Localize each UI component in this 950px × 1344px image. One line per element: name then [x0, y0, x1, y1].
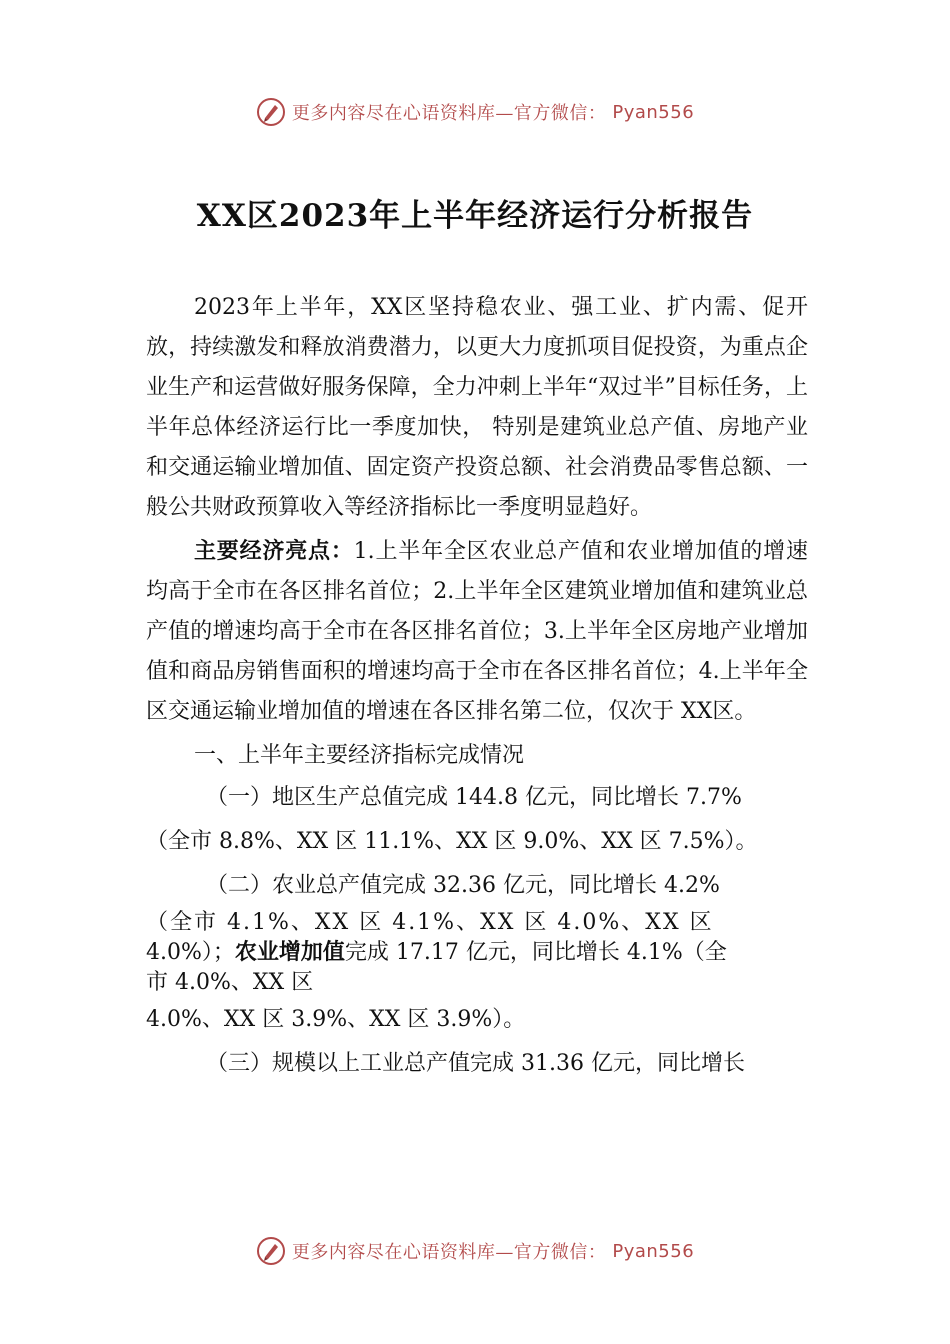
item-1-line-2: （全市 8.8%、XX 区 11.1%、XX 区 9.0%、XX 区 7.5%）。 [146, 829, 758, 854]
document-body [146, 288, 808, 1086]
watermark-text: 更多内容尽在心语资料库—官方微信： [291, 103, 607, 124]
watermark-text: 更多内容尽在心语资料库—官方微信： [291, 1242, 607, 1263]
item-2-line-3-pre: 4.0%）； [146, 940, 235, 965]
item-2-line-2: （全市 4.1%、XX 区 4.1%、XX 区 4.0%、XX 区 [146, 910, 714, 935]
watermark-wechat-id: Pyan556 [612, 1240, 695, 1262]
watermark-wechat-id: Pyan556 [612, 101, 695, 123]
section-1-heading: 一、上半年主要经济指标完成情况 [194, 743, 525, 768]
footer-watermark [0, 1236, 950, 1266]
item-2-line-5: 4.0%、XX 区 3.9%、XX 区 3.9%）。 [146, 1007, 526, 1032]
agri-value-added-label: 农业增加值 [234, 940, 345, 965]
pen-logo-icon [256, 97, 286, 127]
item-1-line-1: （一）地区生产总值完成 144.8 亿元，同比增长 7.7% [206, 785, 742, 810]
header-watermark [0, 97, 950, 127]
highlights-text: 1.上半年全区农业总产值和农业增加值的增速均高于全市在各区排名首位；2.上半年全区建筑业增加值和建筑业总产值的增速均高于全市在各区排名首位；3.上半年全区房地产业增加值和商品房销售面积的增速均高于全市在各区排名首位；4.上半年全区交通运输业增加值的增速在各区排名第二位，仅次于 XX区。 [146, 539, 808, 724]
pen-logo-icon [256, 1236, 286, 1266]
item-2-line-3 [146, 938, 808, 968]
highlights-label: 主要经济亮点： [194, 539, 354, 564]
item-3-line-1: （三）规模以上工业总产值完成 31.36 亿元，同比增长 [206, 1051, 745, 1076]
highlights-paragraph [146, 532, 808, 732]
item-2-line-3-post: 完成 17.17 亿元，同比增长 4.1%（全 [344, 940, 727, 965]
item-2-line-4: 市 4.0%、XX 区 [146, 970, 314, 995]
document-title: XX区2023年上半年经济运行分析报告 [196, 198, 754, 234]
intro-paragraph: 2023年上半年，XX区坚持稳农业、强工业、扩内需、促开放，持续激发和释放消费潜力，以更大力度抓项目促投资，为重点企业生产和运营做好服务保障，全力冲刺上半年“双过半”目标任务，上半年总体经济运行比一季度加快， 特别是建筑业总产值、房地产业和交通运输业增加值、固定资产投资总额、社会消费品零售总额、一般公共财政预算收入等经济指标比一季度明显趋好。 [146, 295, 808, 520]
item-2-line-1: （二）农业总产值完成 32.36 亿元，同比增长 4.2% [206, 873, 720, 898]
